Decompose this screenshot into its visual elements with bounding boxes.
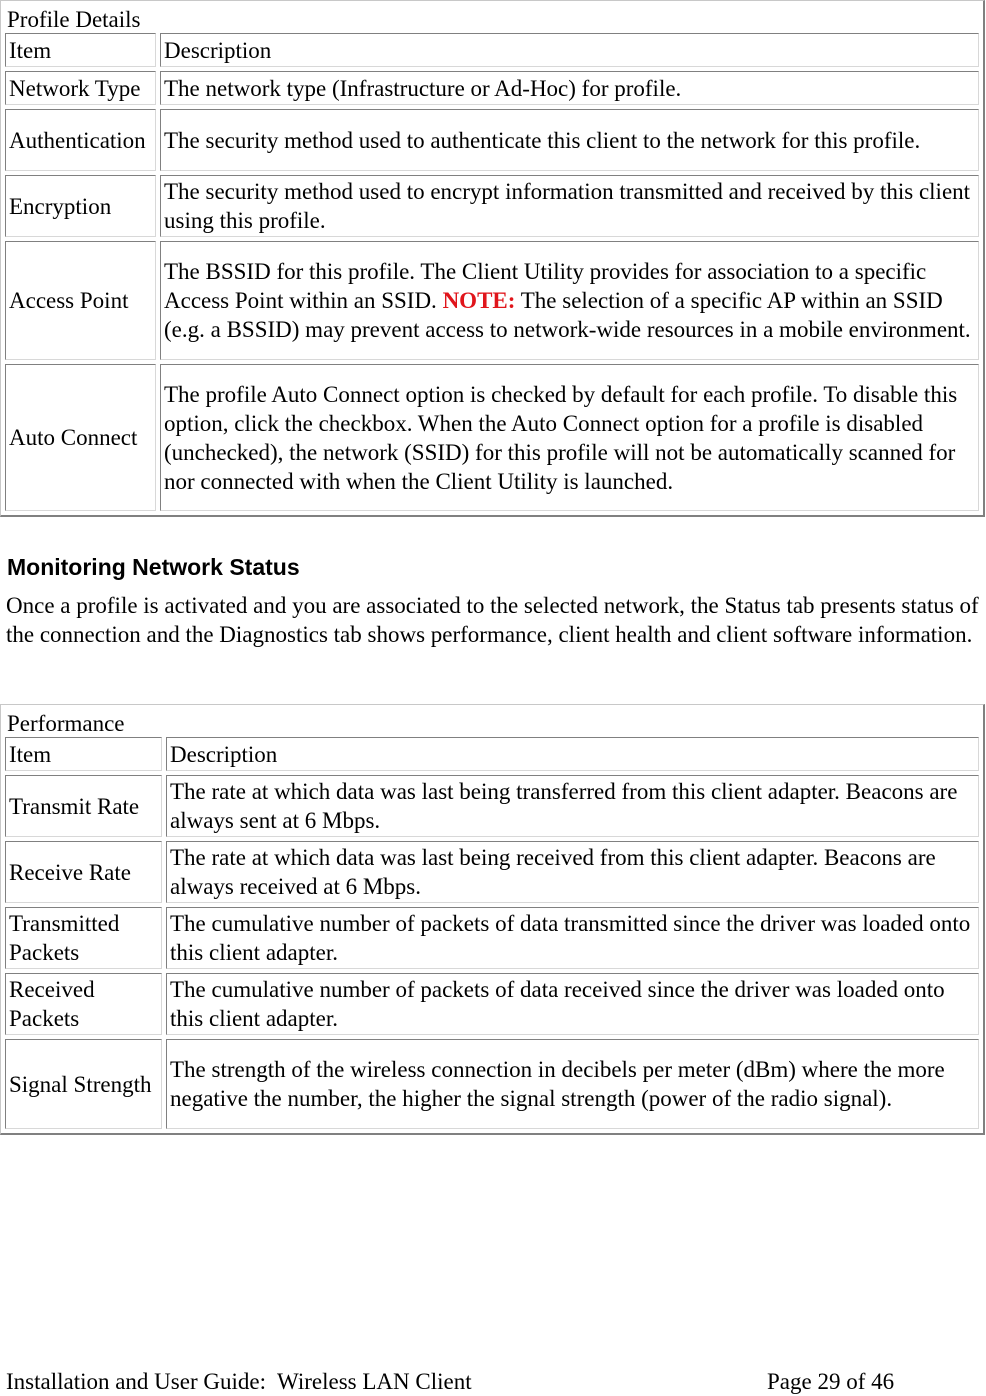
row-description: The profile Auto Connect option is checked by default for each profile. To disable this option, click the checkbox. When the Auto Connect option for a profile is disabled (unchecked), the network (SSID) for this profile will not be automatically scanned for nor connected with when the Client Utility is launched.: [160, 364, 979, 511]
row-item: Signal Strength: [5, 1039, 162, 1129]
table-row: [5, 364, 979, 511]
row-description: The security method used to encrypt information transmitted and received by this client using this profile.: [160, 175, 979, 237]
row-item: Auto Connect: [5, 364, 156, 511]
table-header-row: [5, 737, 979, 771]
section-paragraph: Once a profile is activated and you are associated to the selected network, the Status tab presents status of the connection and the Diagnostics tab shows performance, client health and client software information.: [6, 593, 979, 647]
profile-details-table: [0, 0, 985, 517]
row-item: Encryption: [5, 175, 156, 237]
row-item: Receive Rate: [5, 841, 162, 903]
table-row: [5, 907, 979, 969]
footer-guide-title: Installation and User Guide: Wireless LAN Client: [6, 1369, 472, 1394]
table-row: [5, 841, 979, 903]
table-row: [5, 973, 979, 1035]
table-header-row: [5, 33, 979, 67]
description-text: The BSSID for this profile. The Client Utility provides for association to a specific Access Point within an SSID.: [164, 259, 927, 313]
header-item: Item: [5, 33, 156, 67]
row-description: The strength of the wireless connection in decibels per meter (dBm) where the more negative the number, the higher the signal strength (power of the radio signal).: [166, 1039, 979, 1129]
row-description: The network type (Infrastructure or Ad-Hoc) for profile.: [160, 71, 979, 105]
performance-grid: [1, 733, 983, 1133]
row-item: Access Point: [5, 241, 156, 360]
row-description: The rate at which data was last being transferred from this client adapter. Beacons are always sent at 6 Mbps.: [166, 775, 979, 837]
description-text: The selection of a specific AP within an SSID (e.g. a BSSID) may prevent access to network-wide resources in a mobile environment.: [164, 288, 971, 342]
header-description: Description: [166, 737, 979, 771]
note-label: NOTE:: [442, 288, 516, 313]
row-item: Received Packets: [5, 973, 162, 1035]
footer-page-number: Page 29 of 46: [767, 1369, 895, 1394]
performance-table: [0, 704, 985, 1135]
table-row: [5, 175, 979, 237]
page-footer: [6, 1367, 981, 1396]
header-item: Item: [5, 737, 162, 771]
row-description: The rate at which data was last being received from this client adapter. Beacons are always received at 6 Mbps.: [166, 841, 979, 903]
table-row: [5, 775, 979, 837]
row-description: The cumulative number of packets of data received since the driver was loaded onto this client adapter.: [166, 973, 979, 1035]
row-item: Transmitted Packets: [5, 907, 162, 969]
table-row: [5, 1039, 979, 1129]
table-row: [5, 109, 979, 171]
row-description: [160, 241, 979, 360]
table-row: [5, 71, 979, 105]
row-description: The cumulative number of packets of data transmitted since the driver was loaded onto this client adapter.: [166, 907, 979, 969]
row-item: Authentication: [5, 109, 156, 171]
header-description: Description: [160, 33, 979, 67]
row-description: The security method used to authenticate this client to the network for this profile.: [160, 109, 979, 171]
table-row: [5, 241, 979, 360]
row-item: Network Type: [5, 71, 156, 105]
profile-details-grid: [1, 29, 983, 515]
performance-caption: Performance: [7, 711, 125, 736]
section-heading: Monitoring Network Status: [7, 554, 300, 580]
row-item: Transmit Rate: [5, 775, 162, 837]
profile-details-caption: Profile Details: [7, 7, 141, 32]
